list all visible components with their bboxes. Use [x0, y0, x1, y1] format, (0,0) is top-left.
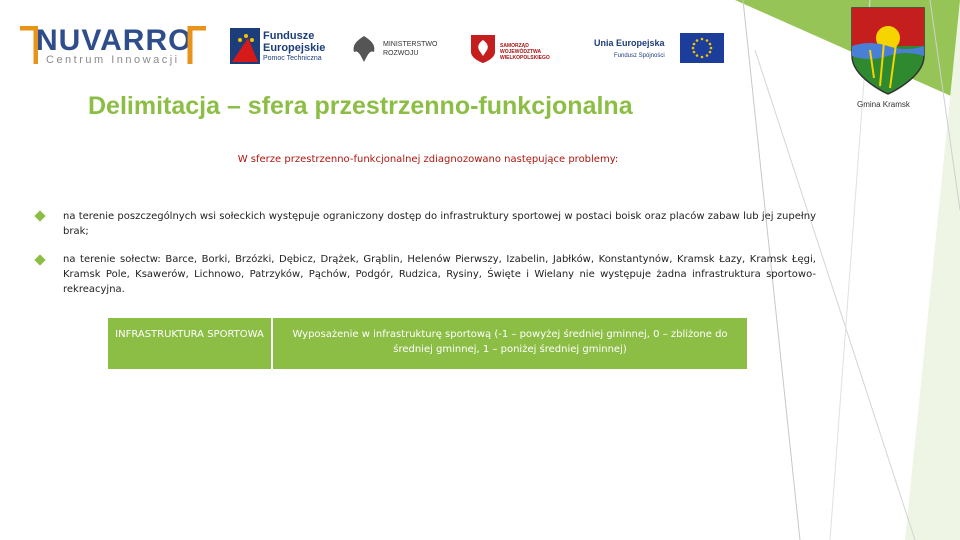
nuvarro-subtitle: Centrum Innowacji	[46, 54, 180, 66]
voivodeship-label: SAMORZĄD WOJEWÓDZTWA WIELKOPOLSKIEGO	[500, 43, 550, 61]
bullet-item: na terenie sołectw: Barce, Borki, Brzózki, Dębicz, Drążek, Grąblin, Helenów Pierwszy, Izabelin, Jabłków, Konstantynów, Kramsk Łazy, Kramsk Łęgi, Kramsk Pole, Ksawerów, Lichnowo, Patrzyków, Pąchów, Podgór, Rudzica, Rysiny, Święte i Wielany nie występuje żadna infrastruktura sportowo-rekreacyjna.	[63, 254, 816, 295]
nuvarro-logo: NUVARRO	[36, 24, 193, 57]
fundusze-europejskie-label: Fundusze Europejskie	[263, 30, 326, 54]
intro-text: W sferze przestrzenno-funkcjonalnej zdiagnozowano następujące problemy:	[237, 154, 619, 165]
coat-of-arms-caption: Gmina Kramsk	[857, 100, 910, 109]
bullet-item: na terenie poszczególnych wsi sołeckich występuje ograniczony dostęp do infrastruktury sportowej w postaci boisk oraz placów zabaw lub jej zupełny brak;	[63, 211, 816, 237]
table-cell-description: Wyposażenie w infrastrukturę sportową (-1 – powyżej średniej gminnej, 0 – zbliżone do średniej gminnej, 1 – poniżej średniej gminnej)	[272, 318, 747, 369]
infrastructure-table	[108, 318, 747, 369]
nuvarro-bracket-icon	[18, 26, 38, 66]
eu-flag-icon	[680, 33, 724, 63]
fundusze-subtitle: Pomoc Techniczna	[263, 55, 322, 62]
fundusze-europejskie-icon	[230, 28, 260, 64]
voivodeship-emblem-icon	[470, 34, 496, 64]
page-title: Delimitacja – sfera przestrzenno-funkcjonalna	[88, 92, 633, 120]
table-row	[108, 318, 747, 369]
coat-of-arms-icon	[850, 6, 926, 96]
ministry-label: MINISTERSTWO ROZWOJU	[383, 41, 438, 57]
eu-subtitle: Fundusz Spójności	[614, 53, 665, 59]
nuvarro-bracket-right-icon	[186, 26, 208, 66]
eu-label: Unia Europejska	[594, 38, 665, 48]
table-cell-category: INFRASTRUKTURA SPORTOWA	[108, 318, 272, 369]
eagle-emblem-icon	[350, 34, 378, 64]
